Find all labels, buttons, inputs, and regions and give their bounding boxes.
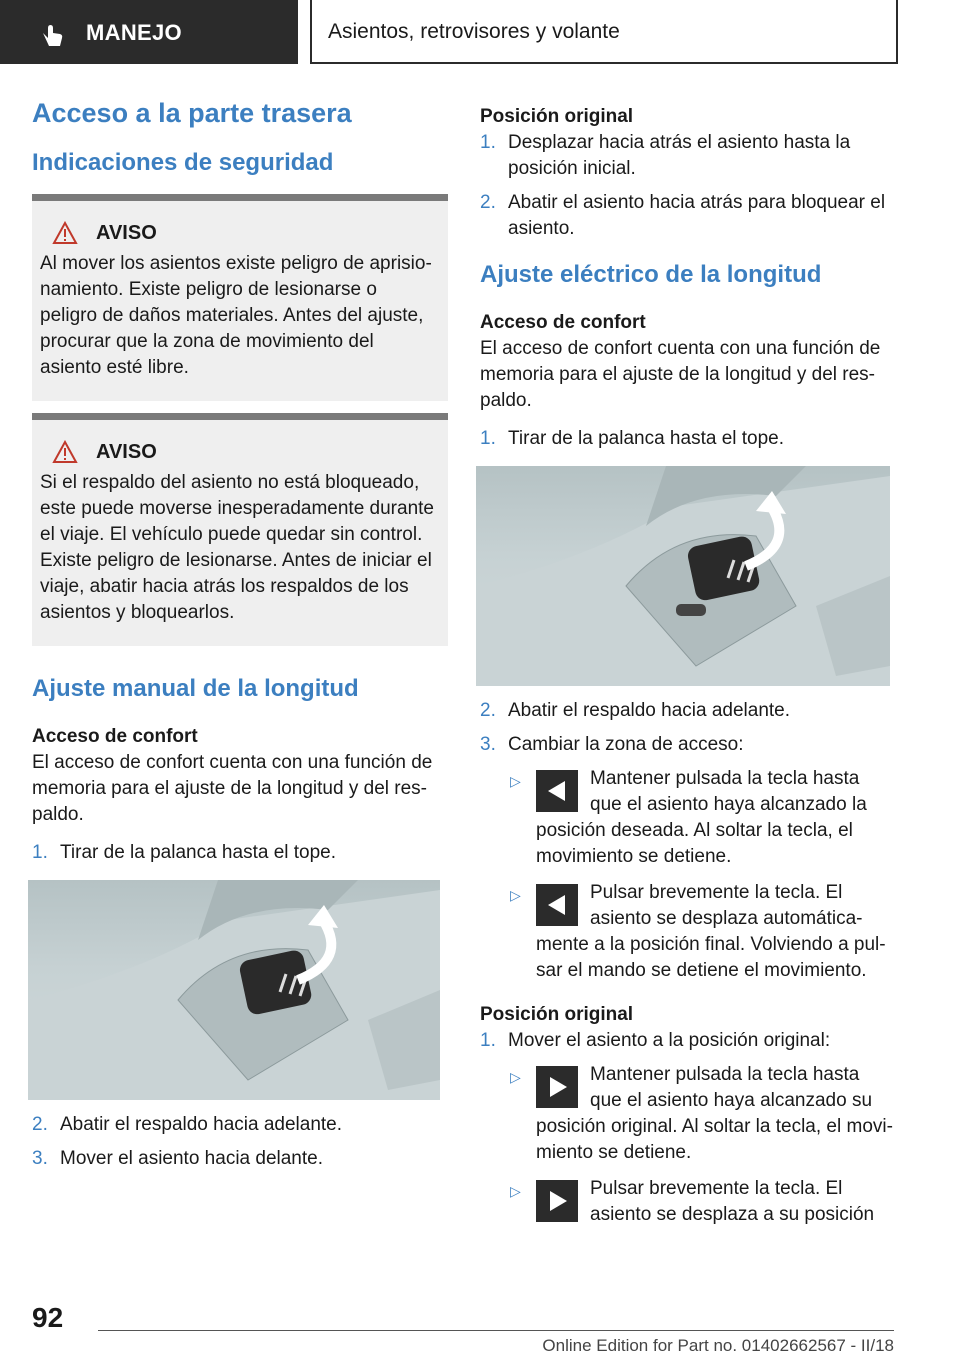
page-header: [0, 0, 960, 66]
section-tab: [0, 0, 298, 64]
step-list: [480, 1028, 896, 1054]
warning-text: Al mover los asientos existe peligro de aprisionamiento. Existe peligro de lesionarse o peligro de daños materiales. Antes del ajuste, procurar que la zona de movimiento del asiento esté libre.: [40, 253, 432, 378]
step-list: [480, 130, 896, 242]
comfort-text: El acceso de confort cuenta con una función de memoria para el ajuste de la longitud y del respaldo.: [480, 338, 881, 411]
warning-title: AVISO: [96, 221, 157, 244]
chapter-title: Asientos, retrovisores y volante: [328, 20, 620, 43]
footer-divider: [98, 1330, 894, 1331]
warning-title: AVISO: [96, 440, 157, 463]
list-item: 2. Abatir el asiento hacia atrás para bloquear el asiento.: [480, 192, 886, 239]
list-item: 1. Desplazar hacia atrás el asiento hasta la posición inicial.: [480, 132, 851, 179]
step-list: [32, 840, 448, 866]
left-column: [32, 96, 448, 1172]
bullet-triangle-icon: ▷: [510, 1183, 521, 1199]
section-name: MANEJO: [86, 20, 182, 45]
list-item: 1. Mover el asiento a la posición original:: [480, 1030, 831, 1051]
seat-left-key-icon: [536, 884, 578, 926]
bullet-item: ▷ Mantener pulsada la tecla hasta que el asiento haya alcanzado la posición deseada. Al soltar la tecla, el movimiento se detiene.: [510, 768, 867, 867]
section-heading: Acceso a la parte trasera: [32, 98, 352, 128]
seat-right-key-icon: [536, 1066, 578, 1108]
edition-text: Online Edition for Part no. 01402662567 - II/18: [542, 1336, 894, 1355]
step-list: [480, 426, 896, 452]
list-item: 3. Mover el asiento hacia delante.: [32, 1148, 323, 1169]
bullet-triangle-icon: ▷: [510, 773, 521, 789]
bullet-item: ▷ Pulsar brevemente la tecla. El asiento se desplaza a su posición: [510, 1178, 875, 1225]
seat-lever-photo: [28, 880, 440, 1100]
list-item: 1. Tirar de la palanca hasta el tope.: [480, 428, 785, 449]
bullet-item: ▷ Mantener pulsada la tecla hasta que el asiento haya alcanzado su posición original. Al soltar la tecla, el movimiento se detiene.: [510, 1064, 893, 1163]
warning-box: [32, 194, 448, 401]
step-list: [480, 698, 896, 758]
warning-text: Si el respaldo del asiento no está bloqueado, este puede moverse inesperadamente durante el viaje. El vehículo puede quedar sin control. Existe peligro de lesionarse. Antes de iniciar el viaje, abatir hacia atrás los respaldos de los asientos y bloquearlos.: [40, 472, 434, 623]
bullet-triangle-icon: ▷: [510, 1069, 521, 1085]
list-item: 2. Abatir el respaldo hacia adelante.: [480, 700, 791, 721]
comfort-heading: Acceso de confort: [480, 312, 646, 333]
step-list: [32, 1112, 448, 1172]
safety-heading: Indicaciones de seguridad: [32, 149, 334, 176]
page-footer: [0, 1300, 960, 1362]
manual-adjust-heading: Ajuste manual de la longitud: [32, 675, 359, 702]
seat-lever-photo: [476, 466, 890, 686]
electric-adjust-heading: Ajuste eléctrico de la longitud: [480, 261, 822, 288]
warning-box: [32, 413, 448, 646]
warning-triangle-icon: [52, 221, 78, 245]
original-position-heading: Posición original: [480, 106, 634, 127]
right-column: [480, 96, 896, 1228]
seat-right-key-icon: [536, 1180, 578, 1222]
comfort-text: El acceso de confort cuenta con una función de memoria para el ajuste de la longitud y del respaldo.: [32, 752, 433, 825]
list-item: 1. Tirar de la palanca hasta el tope.: [32, 842, 337, 863]
original-position-heading: Posición original: [480, 1004, 634, 1025]
list-item: 3. Cambiar la zona de acceso:: [480, 734, 744, 755]
bullet-item: ▷ Pulsar brevemente la tecla. El asiento se desplaza automáticamente a la posición final. Volviendo a pulsar el mando se detiene el movimiento.: [510, 882, 886, 981]
page-number: 92: [32, 1302, 64, 1333]
comfort-heading: Acceso de confort: [32, 726, 198, 747]
chapter-box: [310, 0, 898, 64]
bullet-triangle-icon: ▷: [510, 887, 521, 903]
list-item: 2. Abatir el respaldo hacia adelante.: [32, 1114, 343, 1135]
seat-left-key-icon: [536, 770, 578, 812]
warning-triangle-icon: [52, 440, 78, 464]
hand-pointer-icon: [40, 22, 66, 48]
